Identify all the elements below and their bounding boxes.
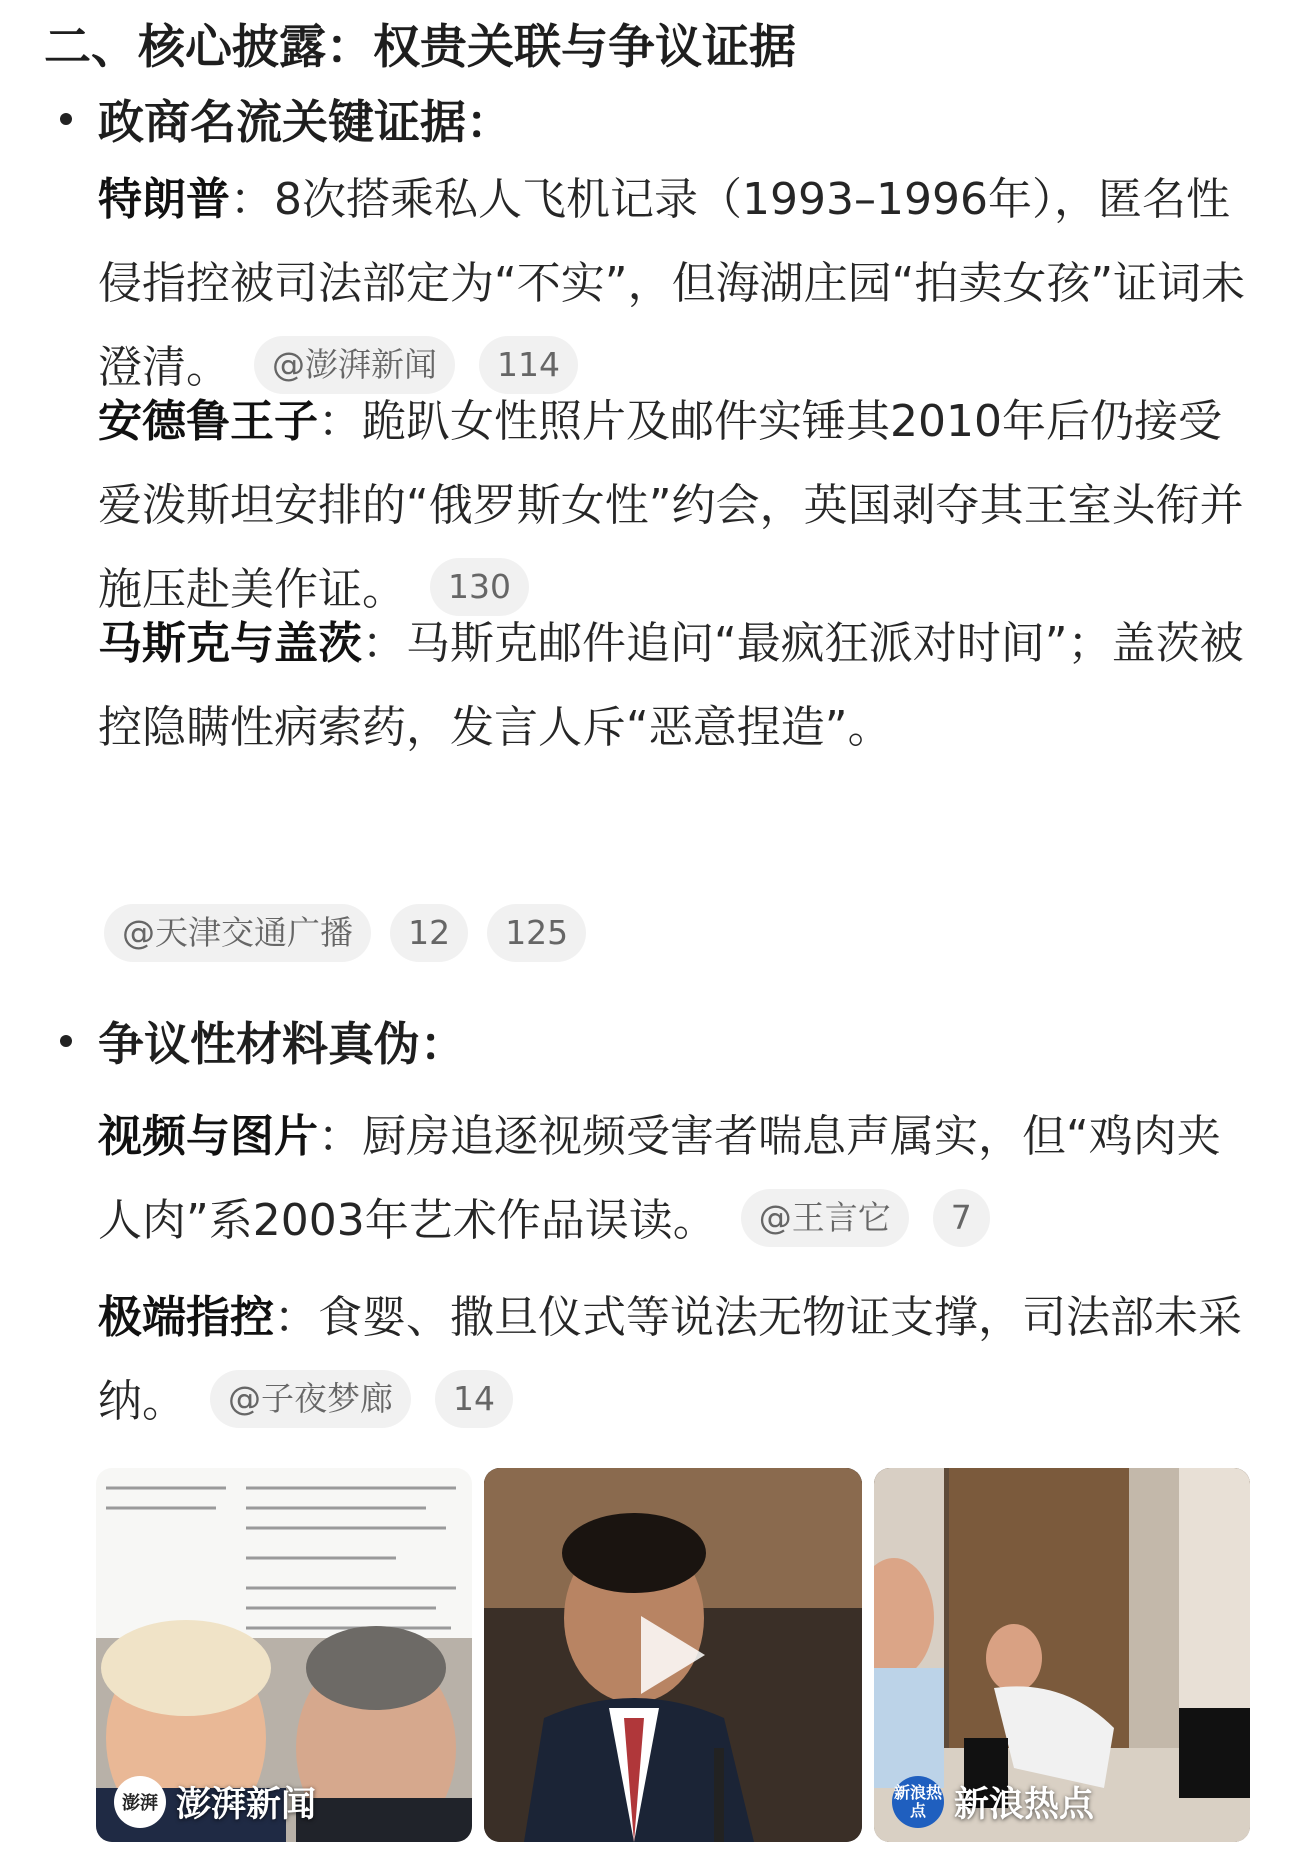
media-source-label: 澎湃新闻 [176, 1785, 317, 1825]
bullet-title: 政商名流关键证据： [98, 95, 512, 149]
source-chip[interactable]: @王言它 [741, 1189, 909, 1247]
bullet-title: 争议性材料真伪： [98, 1017, 466, 1071]
source-chip[interactable]: @澎湃新闻 [254, 336, 455, 394]
item-label: 马斯克与盖茨 [98, 618, 362, 669]
sina-hot-logo-icon: 新浪热点 [892, 1776, 944, 1828]
item-extreme [98, 1276, 1258, 1444]
media-thumbnail-2[interactable] [484, 1468, 862, 1842]
media-source [114, 1776, 316, 1828]
play-icon[interactable] [633, 1610, 713, 1700]
source-chip[interactable]: @子夜梦廊 [210, 1370, 411, 1428]
count-chip[interactable]: 130 [430, 558, 529, 616]
media-source [892, 1776, 1094, 1828]
item-text: ：马斯克邮件追问“最疯狂派对时间”；盖茨被控隐瞒性病索药，发言人斥“恶意捏造”。 [98, 618, 1244, 753]
item-text: ：食婴、撒旦仪式等说法无物证支撑，司法部未采纳。 [98, 1292, 1242, 1427]
item-label: 安德鲁王子 [98, 396, 318, 447]
item-trump [98, 158, 1258, 410]
item-label: 视频与图片 [98, 1111, 318, 1162]
source-chip[interactable]: @天津交通广播 [104, 904, 371, 962]
bullet-key-evidence [60, 86, 512, 152]
bullet-dot-icon [60, 1035, 72, 1047]
item-text: ：跪趴女性照片及邮件实锤其2010年后仍接受爱泼斯坦安排的“俄罗斯女性”约会，英国剥夺其王室头衔并施压赴美作证。 [98, 396, 1244, 615]
section-title: 二、核心披露：权贵关联与争议证据 [44, 20, 796, 75]
item-text: ：8次搭乘私人飞机记录（1993–1996年），匿名性侵指控被司法部定为“不实”，但海湖庄园“拍卖女孩”证词未澄清。 [98, 174, 1246, 393]
count-chip[interactable]: 14 [435, 1370, 513, 1428]
media-thumbnail-1[interactable] [96, 1468, 472, 1842]
item-label: 特朗普 [98, 174, 230, 225]
chip-row-musk [104, 904, 600, 962]
bullet-dot-icon [60, 113, 72, 125]
pengpai-logo-icon: 澎湃 [114, 1776, 166, 1828]
item-text: ：厨房追逐视频受害者喘息声属实，但“鸡肉夹人肉”系2003年艺术作品误读。 [98, 1111, 1221, 1246]
item-label: 极端指控 [98, 1292, 274, 1343]
media-thumbnail-3[interactable] [874, 1468, 1250, 1842]
count-chip[interactable]: 12 [390, 904, 468, 962]
bullet-controversial-material [60, 1008, 466, 1074]
item-musk [98, 602, 1258, 770]
item-andrew [98, 380, 1258, 632]
count-chip[interactable]: 114 [479, 336, 578, 394]
item-video [98, 1095, 1258, 1263]
count-chip[interactable]: 7 [933, 1189, 990, 1247]
count-chip[interactable]: 125 [487, 904, 586, 962]
media-source-label: 新浪热点 [954, 1785, 1095, 1825]
